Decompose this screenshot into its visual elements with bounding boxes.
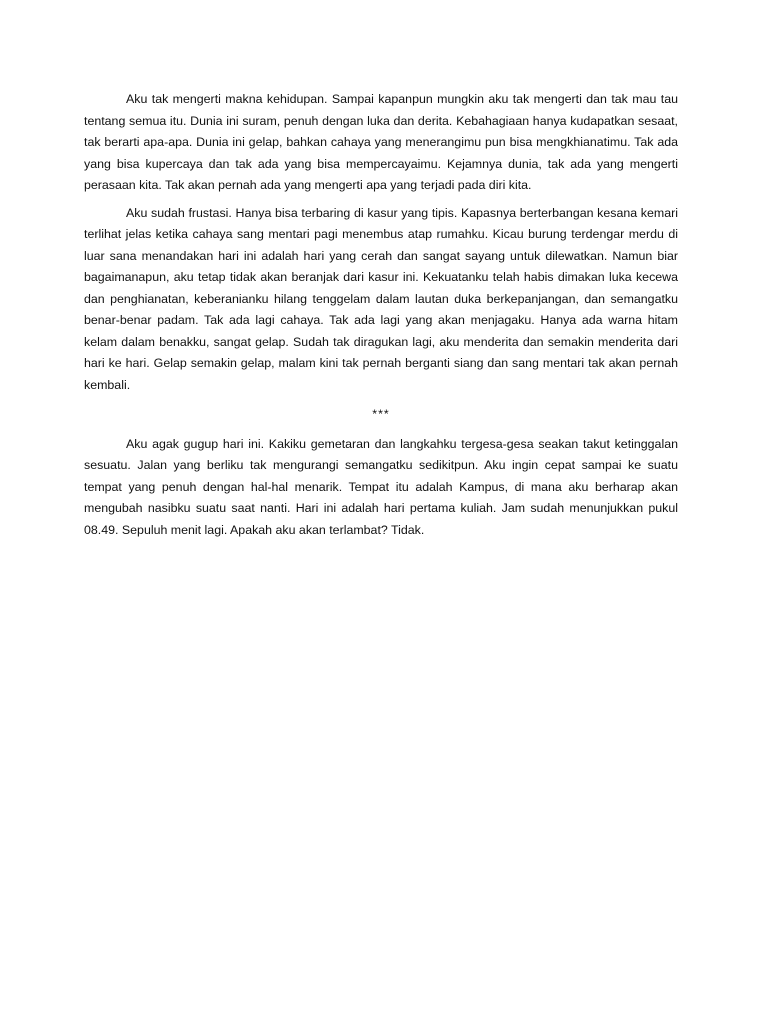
paragraph-2: Aku sudah frustasi. Hanya bisa terbaring di kasur yang tipis. Kapasnya berterbangan kesana kemari terlihat jelas ketika cahaya sang mentari pagi menembus atap rumahku. Kicau burung terdengar merdu di luar sana menandakan hari ini adalah hari yang cerah dan sangat sayang untuk dilewatkan. Namun biar bagaimanapun, aku tetap tidak akan beranjak dari kasur ini. Kekuatanku telah habis dimakan luka kecewa dan penghianatan, keberanianku hilang tenggelam dalam lautan duka berkepanjangan, dan semangatku benar-benar padam. Tak ada lagi cahaya. Tak ada lagi yang akan menjagaku. Hanya ada warna hitam kelam dalam benakku, sangat gelap. Sudah tak diragukan lagi, aku menderita dan semakin menderita dari hari ke hari. Gelap semakin gelap, malam kini tak pernah berganti siang dan sang mentari tak akan pernah kembali.: [84, 205, 678, 392]
section-separator: ***: [372, 407, 390, 421]
document-body: [84, 89, 678, 541]
paragraph-3: Aku agak gugup hari ini. Kakiku gemetaran dan langkahku tergesa-gesa seakan takut ketinggalan sesuatu. Jalan yang berliku tak mengurangi semangatku sedikitpun. Aku ingin cepat sampai ke suatu tempat yang penuh dengan hal-hal menarik. Tempat itu adalah Kampus, di mana aku berharap akan mengubah nasibku suatu saat nanti. Hari ini adalah hari pertama kuliah. Jam sudah menunjukkan pukul 08.49. Sepuluh menit lagi. Apakah aku akan terlambat? Tidak.: [84, 436, 678, 537]
paragraph-1: Aku tak mengerti makna kehidupan. Sampai kapanpun mungkin aku tak mengerti dan tak mau tau tentang semua itu. Dunia ini suram, penuh dengan luka dan derita. Kebahagiaan hanya kudapatkan sesaat, tak berarti apa-apa. Dunia ini gelap, bahkan cahaya yang menerangimu pun bisa mengkhianatimu. Tak ada yang bisa kupercaya dan tak ada yang bisa mempercayaimu. Kejamnya dunia, tak ada yang mengerti perasaan kita. Tak akan pernah ada yang mengerti apa yang terjadi pada diri kita.: [84, 92, 678, 192]
